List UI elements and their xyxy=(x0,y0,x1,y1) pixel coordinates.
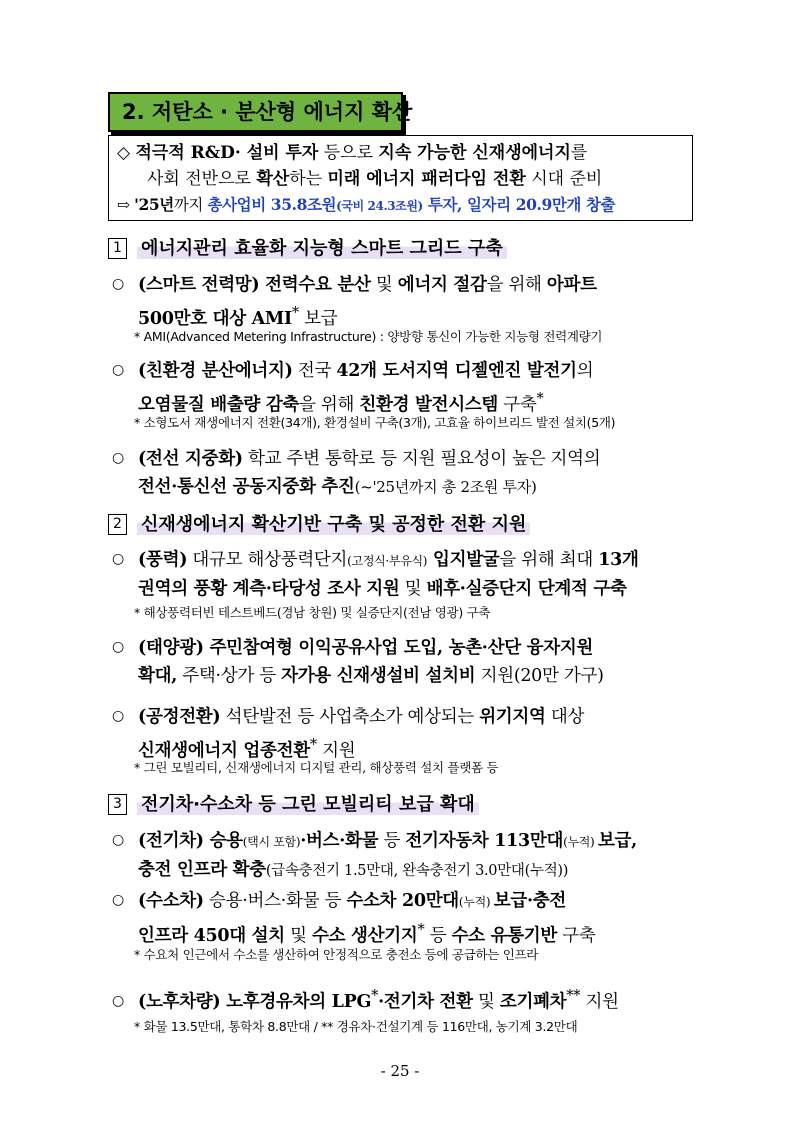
summary-text: 사회 전반으로 xyxy=(147,169,257,189)
summary-line-2 xyxy=(117,166,684,192)
text: 자가용 신재생설비 설치비 xyxy=(281,666,476,686)
text: 구축 xyxy=(557,925,596,946)
text: (공정전환) xyxy=(138,707,221,727)
text: (택시 포함) xyxy=(242,835,301,849)
subsection-heading-1 xyxy=(108,234,507,264)
summary-text: 까지 xyxy=(173,196,208,214)
text: ·버스·화물 xyxy=(300,831,379,851)
bullet-icon: ○ xyxy=(112,708,124,724)
footnote-mark: ** xyxy=(566,987,581,1004)
text: (누적) xyxy=(458,895,494,909)
text: 주택·상가 등 xyxy=(177,666,282,686)
subsection-heading-2 xyxy=(108,510,530,540)
footnote-mark: * xyxy=(309,736,317,753)
summary-text: 등으로 xyxy=(318,143,379,163)
summary-text: 미래 에너지 패러다임 전환 xyxy=(327,169,526,189)
text: 및 xyxy=(370,275,398,295)
footnote: * 수요처 인근에서 수소를 생산하여 안정적으로 충전소 등에 공급하는 인프라 xyxy=(134,947,539,962)
summary-line-3 xyxy=(117,192,684,219)
text: 신재생에너지 업종전환 xyxy=(138,740,310,761)
text: 을 위해 최대 xyxy=(499,550,599,570)
summary-text: '25년 xyxy=(134,195,174,214)
page-number: - 25 - xyxy=(380,1062,420,1080)
summary-highlight: 총사업비 35.8조원 xyxy=(207,195,337,214)
subsection-number: 3 xyxy=(108,794,127,815)
bullet-icon: ○ xyxy=(112,892,124,908)
subsection-number: 2 xyxy=(108,514,127,535)
text: (스마트 전력망) 전력수요 분산 xyxy=(138,275,371,295)
paragraph xyxy=(112,545,702,603)
text: 등 xyxy=(424,925,452,946)
text: 을 위해 xyxy=(486,275,547,295)
bullet-icon: ○ xyxy=(112,362,124,378)
footnote: * 화물 13.5만대, 통학차 8.8만대 / ** 경유차·건설기계 등 116만대, 농기계 3.2만대 xyxy=(134,1019,578,1034)
summary-text: 지속 가능한 신재생에너지 xyxy=(378,143,571,163)
paragraph xyxy=(112,633,702,690)
text: 및 xyxy=(472,991,500,1012)
text: 및 xyxy=(399,579,427,599)
text: (전선 지중화) xyxy=(138,449,243,469)
text: (친환경 분산에너지) xyxy=(138,361,293,381)
bullet-icon: ○ xyxy=(112,639,124,655)
text: 위기지역 xyxy=(479,707,546,727)
text: 수소 유통기반 xyxy=(451,925,558,946)
summary-text: 시대 준비 xyxy=(525,169,603,189)
diamond-icon: ◇ xyxy=(117,143,131,163)
footnote-mark: * xyxy=(536,390,544,407)
text: 구축 xyxy=(498,394,537,415)
text: 전선·통신선 공동지중화 추진 xyxy=(138,477,355,497)
text: 지원(20만 가구) xyxy=(475,666,604,686)
text: 권역의 풍황 계측·타당성 조사 지원 xyxy=(138,579,400,599)
footnote: * 소형도서 재생에너지 전환(34개), 환경설비 구축(3개), 고효율 하이브리드 발전 설치(5개) xyxy=(134,415,616,430)
bullet-icon: ○ xyxy=(112,832,124,848)
text: (~'25년까지 총 2조원 투자) xyxy=(354,478,537,496)
text: (누적) xyxy=(563,835,598,849)
subsection-title: 에너지관리 효율화 지능형 스마트 그리드 구축 xyxy=(137,238,507,259)
text: (전기차) 승용 xyxy=(138,831,243,851)
summary-text: 하는 xyxy=(289,169,328,189)
arrow-icon: ⇨ xyxy=(117,196,130,214)
text: 보급, xyxy=(597,831,637,851)
subsection-title: 전기차·수소차 등 그린 모빌리티 보급 확대 xyxy=(137,794,479,815)
text: ·전기차 전환 xyxy=(378,991,473,1012)
paragraph xyxy=(112,702,702,765)
text: 에너지 절감 xyxy=(397,275,487,295)
paragraph xyxy=(112,826,702,885)
text: 배후·실증단지 단계적 구축 xyxy=(426,579,627,599)
text: 대상 xyxy=(545,707,585,727)
text: 아파트 xyxy=(546,275,597,295)
text: (고정식·부유식) xyxy=(347,554,428,568)
text: 13개 xyxy=(598,550,639,570)
summary-text: 확산 xyxy=(256,169,290,189)
paragraph xyxy=(112,356,702,419)
text: 인프라 450대 설치 xyxy=(138,925,285,946)
text: (급속충전기 1.5만대, 완속충전기 3.0만대(누적)) xyxy=(265,863,569,879)
paragraph xyxy=(112,270,702,333)
bullet-icon: ○ xyxy=(112,551,124,567)
text: (노후차량) 노후경유차의 LPG xyxy=(138,991,372,1012)
text: 보급 xyxy=(298,308,338,329)
text: 조기폐차 xyxy=(499,991,567,1012)
text: 수소차 20만대 xyxy=(346,891,459,911)
text: (태양광) 주민참여형 이익공유사업 도입, 농촌·산단 융자지원 xyxy=(138,638,594,658)
text: 입지발굴 xyxy=(427,550,500,570)
text: 승용·버스·화물 등 xyxy=(203,891,347,911)
summary-highlight: (국비 24.3조원) xyxy=(336,199,423,213)
text: 지원 xyxy=(580,991,619,1012)
summary-text: 를 xyxy=(570,143,588,163)
paragraph xyxy=(112,982,702,1016)
footnote: * 해상풍력터빈 테스트베드(경남 창원) 및 실증단지(전남 영광) 구축 xyxy=(134,605,491,620)
text: 42개 도서지역 디젤엔진 발전기 xyxy=(336,361,577,381)
text: 전국 xyxy=(292,361,337,381)
text: 학교 주변 통학로 등 지원 필요성이 높은 지역의 xyxy=(242,449,601,469)
subsection-heading-3 xyxy=(108,790,479,820)
summary-line-1 xyxy=(117,140,684,166)
text: 석탄발전 등 사업축소가 예상되는 xyxy=(220,707,480,727)
summary-text: 적극적 R&D· 설비 투자 xyxy=(135,143,319,163)
text: (수소차) xyxy=(138,891,204,911)
text: (풍력) xyxy=(138,550,188,570)
paragraph xyxy=(112,886,702,950)
section-title: 2. 저탄소 · 분산형 에너지 확산 xyxy=(108,92,403,132)
text: 오염물질 배출량 감축 xyxy=(138,394,300,415)
text: 을 위해 xyxy=(299,394,360,415)
subsection-number: 1 xyxy=(108,238,127,259)
text: 등 xyxy=(378,831,406,851)
footnote-mark: * xyxy=(291,304,299,321)
text: 지원 xyxy=(316,740,356,761)
text: 수소 생산기지 xyxy=(312,925,418,946)
summary-highlight: 투자, 일자리 20.9만개 창출 xyxy=(422,195,616,214)
paragraph xyxy=(112,444,702,501)
subsection-title: 신재생에너지 확산기반 구축 및 공정한 전환 지원 xyxy=(137,514,530,535)
footnote: * 그린 모빌리티, 신재생에너지 디지털 관리, 해상풍력 설치 플랫폼 등 xyxy=(134,760,499,775)
bullet-icon: ○ xyxy=(112,276,124,292)
footnote-mark: * xyxy=(371,987,379,1004)
bullet-icon: ○ xyxy=(112,992,124,1009)
text: 충전 인프라 확충 xyxy=(138,860,266,880)
text: 500만호 대상 AMI xyxy=(138,308,292,329)
text: 친환경 발전시스템 xyxy=(359,394,499,415)
text: 보급·충전 xyxy=(493,891,567,911)
text: 의 xyxy=(576,361,594,381)
bullet-icon: ○ xyxy=(112,450,124,466)
text: 확대, xyxy=(138,666,178,686)
text: 및 xyxy=(284,925,312,946)
footnote-mark: * xyxy=(417,921,425,938)
text: 대규모 해상풍력단지 xyxy=(187,550,348,570)
text: 전기자동차 113만대 xyxy=(405,831,564,851)
summary-box xyxy=(108,135,693,221)
footnote: * AMI(Advanced Metering Infrastructure) : 양방향 통신이 가능한 지능형 전력계량기 xyxy=(134,329,603,344)
